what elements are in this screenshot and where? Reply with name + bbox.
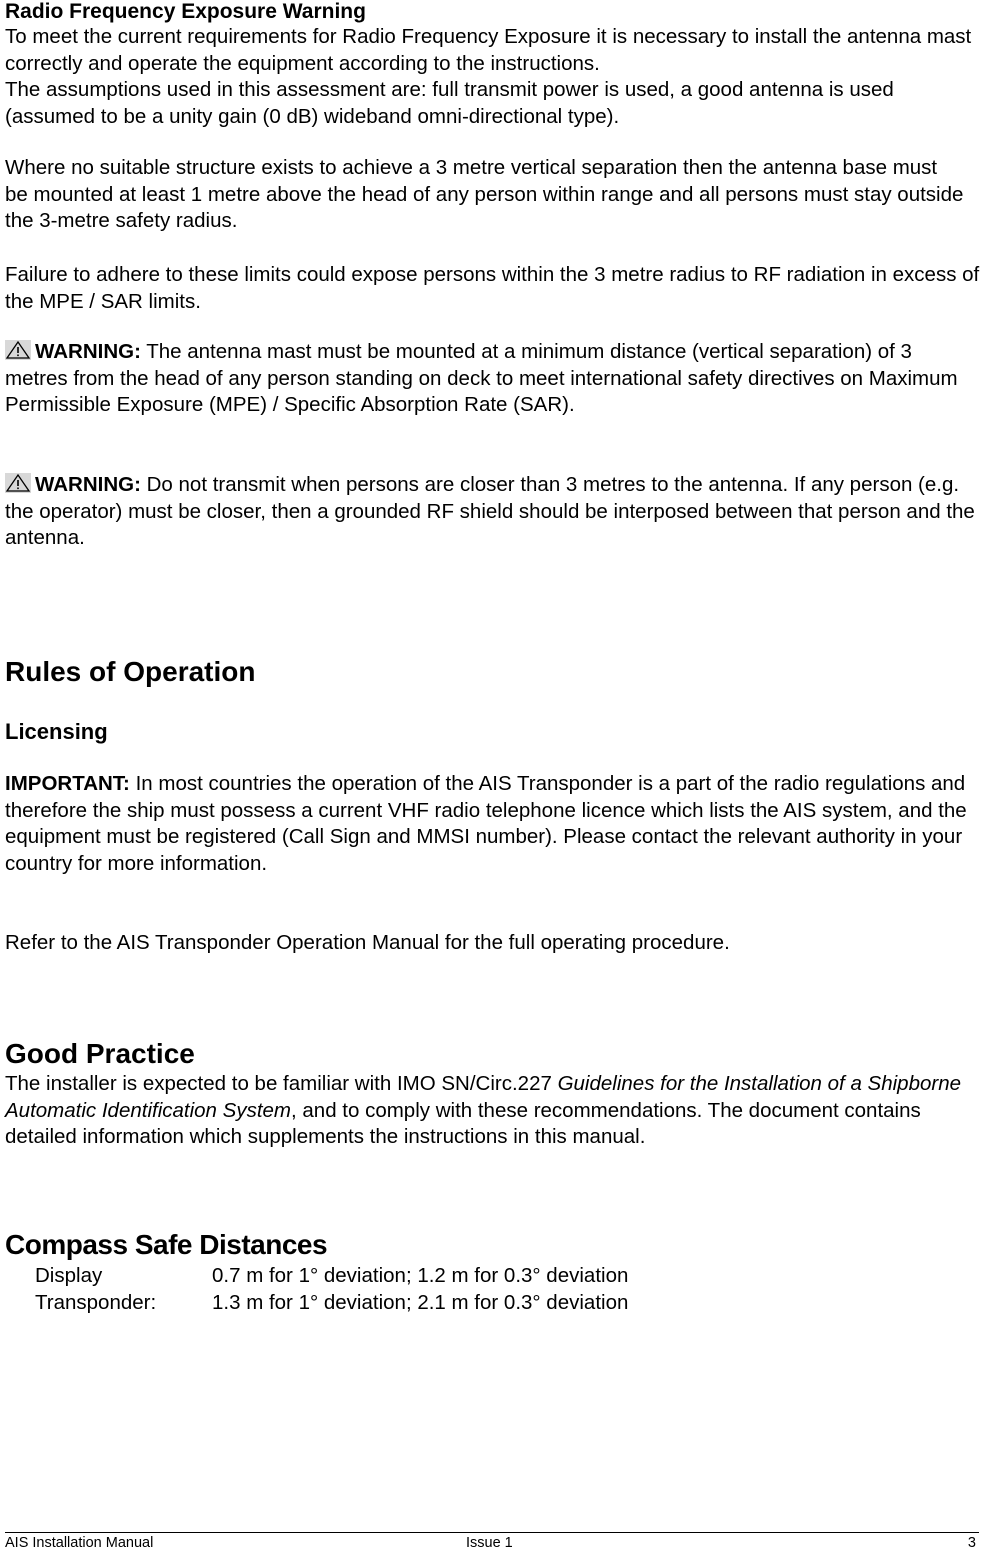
- good-practice-heading: Good Practice: [5, 1038, 195, 1069]
- important-paragraph: [5, 771, 980, 877]
- rf-paragraph-3: Where no suitable structure exists to achieve a 3 metre vertical separation then the antenna base must be mounted at least 1 metre above the head of any person within range and all persons must stay outside the 3-metre safety radius.: [5, 156, 964, 232]
- important-label: IMPORTANT:: [5, 772, 130, 795]
- warning-text-2: Do not transmit when persons are closer than 3 metres to the antenna. If any person (e.g. the operator) must be closer, then a grounded RF shield should be interposed between that person and the antenna.: [5, 473, 975, 549]
- rf-paragraph-4: Failure to adhere to these limits could expose persons within the 3 metre radius to RF radiation in excess of the MPE / SAR limits.: [5, 263, 980, 313]
- warning-label: WARNING:: [35, 473, 141, 496]
- compass-label: Display: [35, 1264, 103, 1287]
- good-practice-paragraph: [5, 1071, 975, 1151]
- footer-title: AIS Installation Manual: [5, 1535, 154, 1551]
- footer-divider: [5, 1532, 979, 1533]
- warning-triangle-icon: [5, 473, 31, 493]
- rules-heading: Rules of Operation: [5, 656, 256, 687]
- warning-block-2: [5, 472, 980, 552]
- warning-block-1: [5, 339, 980, 419]
- refer-paragraph: Refer to the AIS Transponder Operation Manual for the full operating procedure.: [5, 931, 730, 954]
- footer-issue: Issue 1: [466, 1535, 513, 1551]
- warning-label: WARNING:: [35, 340, 141, 363]
- warning-text-1: The antenna mast must be mounted at a minimum distance (vertical separation) of 3 metres from the head of any person standing on deck to meet international safety directives on Maximum Permissible Exposure (MPE) / Specific Absorption Rate (SAR).: [5, 340, 958, 416]
- important-text: In most countries the operation of the AIS Transponder is a part of the radio regulations and therefore the ship must possess a current VHF radio telephone licence which lists the AIS system, and the equipment must be registered (Call Sign and MMSI number). Please contact the relevant authority in your country for more information.: [5, 772, 967, 875]
- compass-value: 1.3 m for 1° deviation; 2.1 m for 0.3° deviation: [212, 1291, 629, 1314]
- good-practice-text-1: The installer is expected to be familiar with IMO SN/Circ.227: [5, 1072, 558, 1095]
- licensing-heading: Licensing: [5, 719, 108, 744]
- rf-paragraph-1: To meet the current requirements for Radio Frequency Exposure it is necessary to install the antenna mast correctly and operate the equipment according to the instructions.: [5, 25, 972, 75]
- good-practice-text-2: , and to comply with these recommendations. The document contains detailed information which supplements the instructions in this manual.: [5, 1098, 921, 1148]
- warning-triangle-icon: [5, 340, 31, 360]
- compass-label: Transponder:: [35, 1291, 157, 1314]
- compass-heading: Compass Safe Distances: [5, 1229, 328, 1260]
- guidelines-title: Guidelines for the Installation of a Shipborne Automatic Identification System: [5, 1072, 962, 1122]
- compass-value: 0.7 m for 1° deviation; 1.2 m for 0.3° deviation: [212, 1264, 629, 1287]
- page-number: 3: [967, 1535, 976, 1551]
- rf-paragraph-2: The assumptions used in this assessment are: full transmit power is used, a good antenna is used (assumed to be a unity gain (0 dB) wideband omni-directional type).: [5, 78, 894, 128]
- rf-heading: Radio Frequency Exposure Warning: [5, 0, 366, 23]
